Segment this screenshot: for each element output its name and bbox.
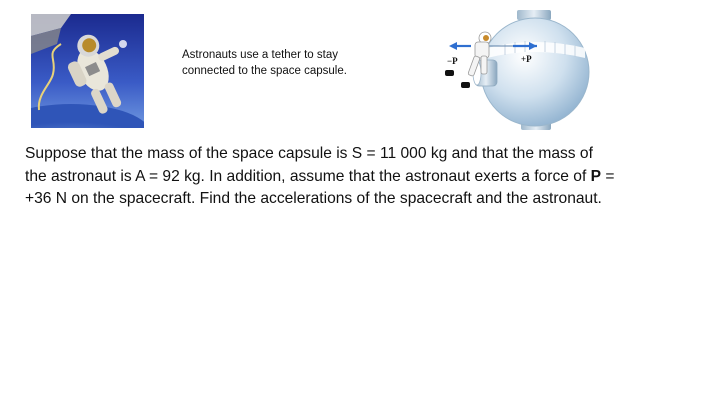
photo-caption: Astronauts use a tether to stay connected to the space capsule. (182, 49, 347, 77)
astronaut-spacewalk-photo (31, 14, 144, 128)
problem-text-part2: = +36 N on the spacecraft. Find the accelerations of the spacecraft and the astronaut. (25, 167, 615, 207)
force-symbol: P (590, 167, 602, 185)
problem-text-part1: Suppose that the mass of the space capsule is S = 11 000 kg and that the mass of the astronaut is A = 92 kg. In addition, assume that the astronaut exerts a force of (25, 145, 593, 185)
capsule-force-diagram (425, 8, 595, 136)
plus-p-label: +P (521, 54, 532, 64)
problem-statement (25, 143, 615, 211)
minus-p-label: −P (447, 56, 458, 66)
